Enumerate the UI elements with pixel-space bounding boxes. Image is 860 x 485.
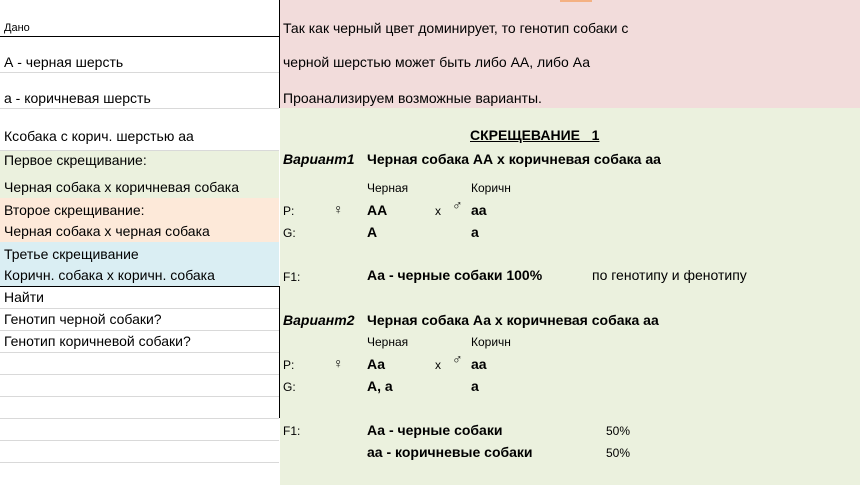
variant2-f1-pct-2: 50% <box>606 446 631 460</box>
variant1-label: Вариант1 <box>283 151 355 167</box>
third-cross-desc: Коричн. собака х коричн. собака <box>4 267 215 283</box>
grid-line <box>0 150 279 151</box>
variant1-p-label: P: <box>283 204 295 218</box>
grid-line <box>0 440 279 441</box>
female-icon: ♀ <box>333 355 344 371</box>
variant2-head-brown: Коричн <box>471 335 511 349</box>
male-icon: ♂ <box>452 351 463 367</box>
variant1-head-black: Черная <box>367 181 409 195</box>
brown-dog-row: Ксобака с корич. шерстью аа <box>4 128 194 144</box>
variant1-g-label: G: <box>283 226 296 240</box>
find-label: Найти <box>4 289 44 305</box>
variant1-title: Черная собака АА х коричневая собака аа <box>367 151 661 167</box>
variant2-p-father: аа <box>471 356 487 372</box>
first-cross-title: Первое скрещивание: <box>4 152 147 168</box>
third-cross-border-bottom <box>0 286 279 287</box>
female-icon: ♀ <box>333 201 344 217</box>
black-fur-row: А - черная шерсть <box>4 54 124 70</box>
grid-line <box>0 352 279 353</box>
variant2-p-mother: Аа <box>367 356 386 372</box>
given-label: Дано <box>4 22 30 34</box>
header-accent <box>560 0 592 2</box>
grid-line <box>0 308 279 309</box>
variant2-label: Вариант2 <box>283 312 355 328</box>
brown-fur-row: а - коричневая шерсть <box>4 90 151 106</box>
variant1-head-brown: Коричн <box>471 181 511 195</box>
second-cross-title: Второе скрещивание: <box>4 202 145 218</box>
grid-line <box>0 374 279 375</box>
find-border-right <box>279 286 280 418</box>
question-black: Генотип черной собаки? <box>4 311 162 327</box>
variant2-g-mother: А, а <box>367 378 393 394</box>
given-border-bottom <box>0 36 279 37</box>
variant2-g-label: G: <box>283 380 296 394</box>
variant1-p-mother: АА <box>367 202 388 218</box>
variant1-p-father: аа <box>471 202 487 218</box>
intro-line-3: Проанализируем возможные варианты. <box>283 90 542 106</box>
variant2-f1-result-2: аа - коричневые собаки <box>367 444 533 460</box>
intro-line-1: Так как черный цвет доминирует, то генотип собаки с <box>283 20 629 36</box>
variant2-f1-result-1: Аа - черные собаки <box>367 422 503 438</box>
variant2-g-father: а <box>471 378 479 394</box>
variant1-cross-sign: х <box>435 204 441 218</box>
first-cross-desc: Черная собака х коричневая собака <box>4 179 239 195</box>
grid-line <box>0 330 279 331</box>
variant2-p-label: P: <box>283 358 295 372</box>
given-border-right <box>279 0 280 108</box>
variant1-f1-label: F1: <box>283 270 301 284</box>
variant1-g-father: а <box>471 224 479 240</box>
variant2-cross-sign: х <box>435 358 441 372</box>
section-title: СКРЕЩЕВАНИЕ 1 <box>470 127 600 143</box>
variant1-f1-note: по генотипу и фенотипу <box>592 267 747 283</box>
grid-line <box>0 396 279 397</box>
variant1-g-mother: А <box>367 224 378 240</box>
variant2-f1-label: F1: <box>283 424 301 438</box>
variant1-f1-result: Аа - черные собаки 100% <box>367 267 543 283</box>
second-cross-desc: Черная собака х черная собака <box>4 223 210 239</box>
grid-line <box>0 108 279 109</box>
grid-line <box>0 418 279 419</box>
third-cross-title: Третье скрещивание <box>4 246 139 262</box>
variant2-head-black: Черная <box>367 335 409 349</box>
variant2-title: Черная собака Аа х коричневая собака аа <box>367 312 659 328</box>
variant2-f1-pct-1: 50% <box>606 424 631 438</box>
grid-line <box>0 462 279 463</box>
intro-line-2: черной шерстью может быть либо АА, либо Аа <box>283 54 591 70</box>
grid-line <box>0 72 279 73</box>
male-icon: ♂ <box>452 197 463 213</box>
question-brown: Генотип коричневой собаки? <box>4 333 191 349</box>
